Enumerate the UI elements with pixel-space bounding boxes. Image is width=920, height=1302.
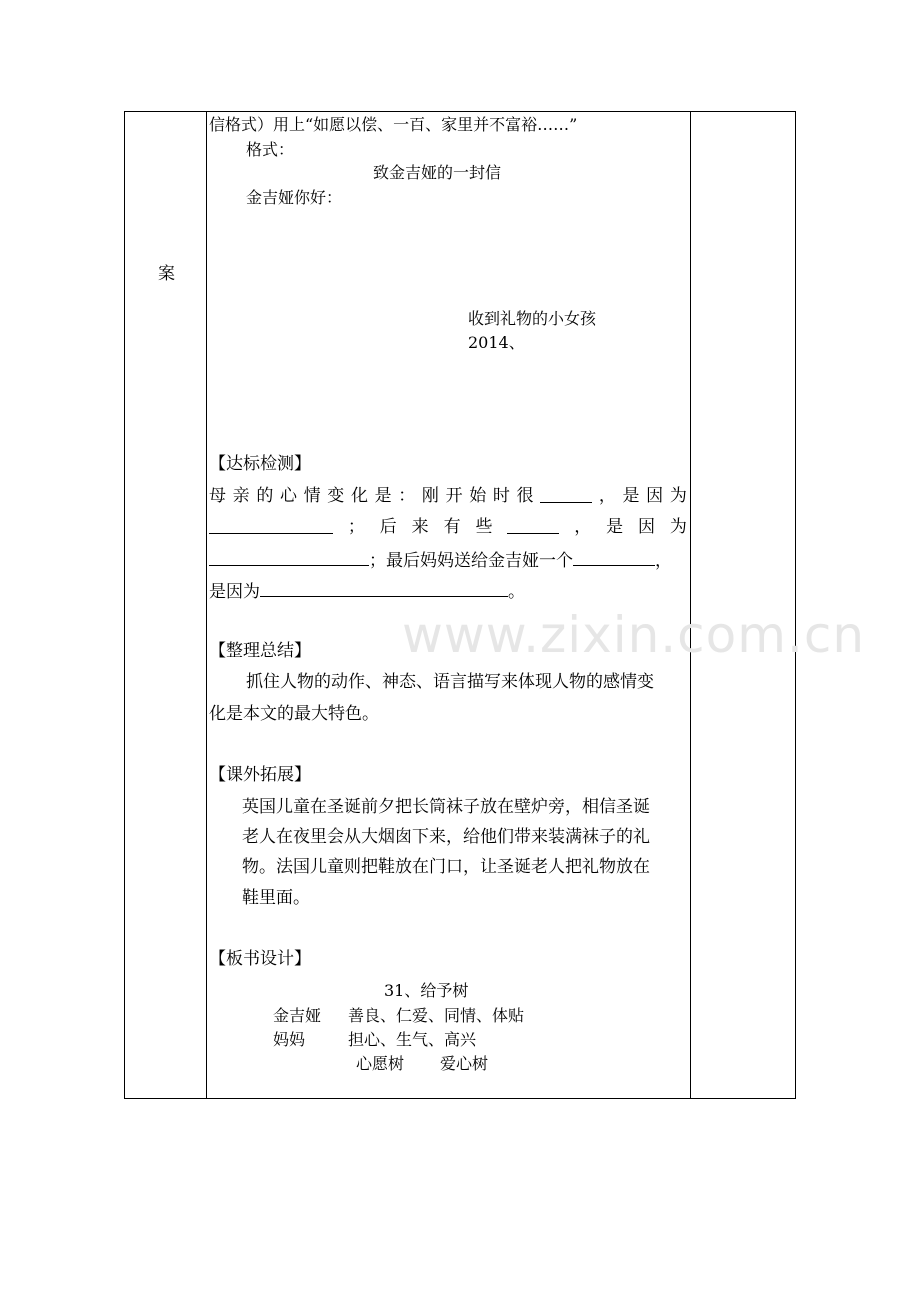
check-line-4: 是因为 。 <box>209 579 525 603</box>
board-title: 31、给予树 <box>384 981 469 1000</box>
letter-signature: 收到礼物的小女孩 <box>468 309 597 328</box>
check-line-1: 母 亲 的 心 情 变 化 是 ： 刚 开 始 时 很 ， 是 因 为 <box>209 486 687 506</box>
check-line-2: ； 后 来 有 些 ， 是 因 为 <box>209 516 687 538</box>
extension-line-4: 鞋里面。 <box>242 888 310 908</box>
letter-date: 2014、 <box>468 333 525 352</box>
column-divider-right <box>690 112 691 1098</box>
board-row2-name: 妈妈 <box>273 1030 306 1049</box>
summary-line-1: 抓住人物的动作、神态、语言描写来体现人物的感情变 <box>246 672 654 692</box>
letter-format-label: 格式： <box>246 140 295 159</box>
letter-intro: 信格式）用上“如愿以偿、一百、家里并不富裕……” <box>209 115 578 134</box>
summary-line-2: 化是本文的最大特色。 <box>209 704 379 724</box>
board-row2-traits: 担心、生气、高兴 <box>348 1030 477 1049</box>
answer-blank[interactable] <box>260 579 508 597</box>
answer-blank[interactable] <box>573 548 655 566</box>
answer-blank[interactable] <box>209 548 369 566</box>
board-row3-b: 爱心树 <box>440 1054 489 1073</box>
extension-line-2: 老人在夜里会从大烟囱下来，给他们带来装满袜子的礼 <box>242 827 650 847</box>
board-row1-traits: 善良、仁爱、同情、体贴 <box>348 1006 525 1025</box>
answer-blank[interactable] <box>507 516 559 534</box>
check-heading: 【达标检测】 <box>209 454 311 474</box>
side-label: 案 <box>158 264 175 284</box>
summary-heading: 【整理总结】 <box>209 641 311 661</box>
board-row3-a: 心愿树 <box>356 1054 405 1073</box>
extension-line-1: 英国儿童在圣诞前夕把长筒袜子放在壁炉旁，相信圣诞 <box>242 797 650 817</box>
extension-line-3: 物。法国儿童则把鞋放在门口，让圣诞老人把礼物放在 <box>242 857 650 877</box>
answer-blank[interactable] <box>209 516 333 534</box>
board-heading: 【板书设计】 <box>209 949 311 969</box>
column-divider-left <box>206 112 207 1098</box>
letter-greeting: 金吉娅你好： <box>246 188 343 207</box>
watermark: www.zixin.com.cn <box>402 606 866 664</box>
letter-title: 致金吉娅的一封信 <box>373 163 502 182</box>
answer-blank[interactable] <box>540 485 592 503</box>
board-row1-name: 金吉娅 <box>273 1006 322 1025</box>
extension-heading: 【课外拓展】 <box>209 765 311 785</box>
check-line-3: ；最后妈妈送给金吉娅一个 ， <box>209 548 672 572</box>
